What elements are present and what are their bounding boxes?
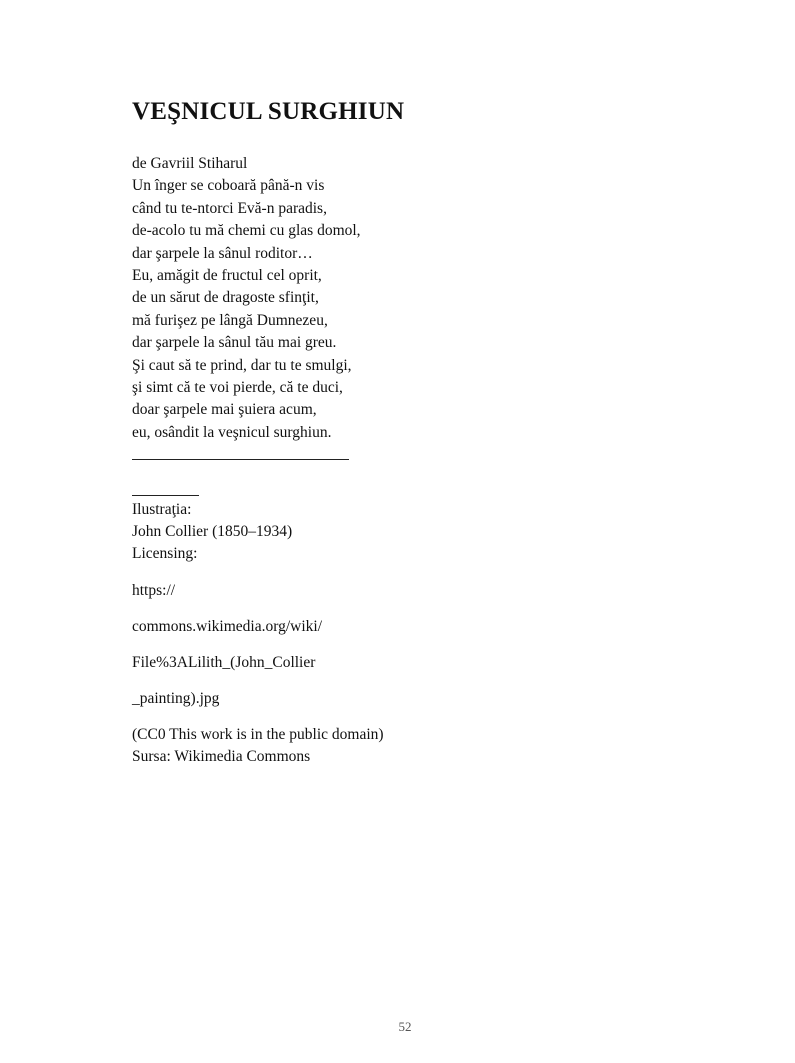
- author-line: de Gavriil Stiharul: [132, 155, 248, 172]
- poem-line: doar şarpele mai şuiera acum,: [132, 401, 317, 419]
- source-url-part: _painting).jpg: [132, 690, 220, 707]
- poem-line: dar şarpele la sânul tău mai greu.: [132, 334, 337, 352]
- poem-line: când tu te-ntorci Evă-n paradis,: [132, 199, 327, 217]
- poem-line: eu, osândit la veşnicul surghiun.: [132, 423, 332, 441]
- illustration-notes: [132, 499, 292, 565]
- poem-body: [132, 153, 361, 444]
- licensing-label: Licensing:: [132, 545, 198, 562]
- poem-line: Şi caut să te prind, dar tu te smulgi,: [132, 356, 352, 374]
- poem-line: şi simt că te voi pierde, că te duci,: [132, 379, 343, 397]
- credits: [132, 724, 384, 768]
- illustration-label: Ilustraţia:: [132, 501, 192, 518]
- poem-line: de-acolo tu mă chemi cu glas domol,: [132, 222, 361, 240]
- poem-line: Eu, amăgit de fructul cel oprit,: [132, 267, 322, 285]
- source-url-part: https://: [132, 582, 176, 599]
- poem-line: de un sărut de dragoste sfinţit,: [132, 289, 319, 307]
- license-text: (CC0 This work is in the public domain): [132, 726, 384, 743]
- source-url-part: commons.wikimedia.org/wiki/: [132, 618, 323, 635]
- poem-line: mă furişez pe lângă Dumnezeu,: [132, 311, 328, 329]
- end-of-poem-divider: [132, 459, 349, 460]
- source-url-part: File%3ALilith_(John_Collier: [132, 654, 316, 671]
- poem-line: dar şarpele la sânul roditor…: [132, 244, 313, 262]
- poem-title: VEŞNICUL SURGHIUN: [132, 98, 405, 125]
- poem-line: Un înger se coboară până-n vis: [132, 177, 325, 195]
- page-number: 52: [398, 1019, 412, 1034]
- source-text: Sursa: Wikimedia Commons: [132, 748, 311, 765]
- illustration-artist: John Collier (1850–1934): [132, 523, 293, 540]
- footnote-divider: [132, 495, 199, 496]
